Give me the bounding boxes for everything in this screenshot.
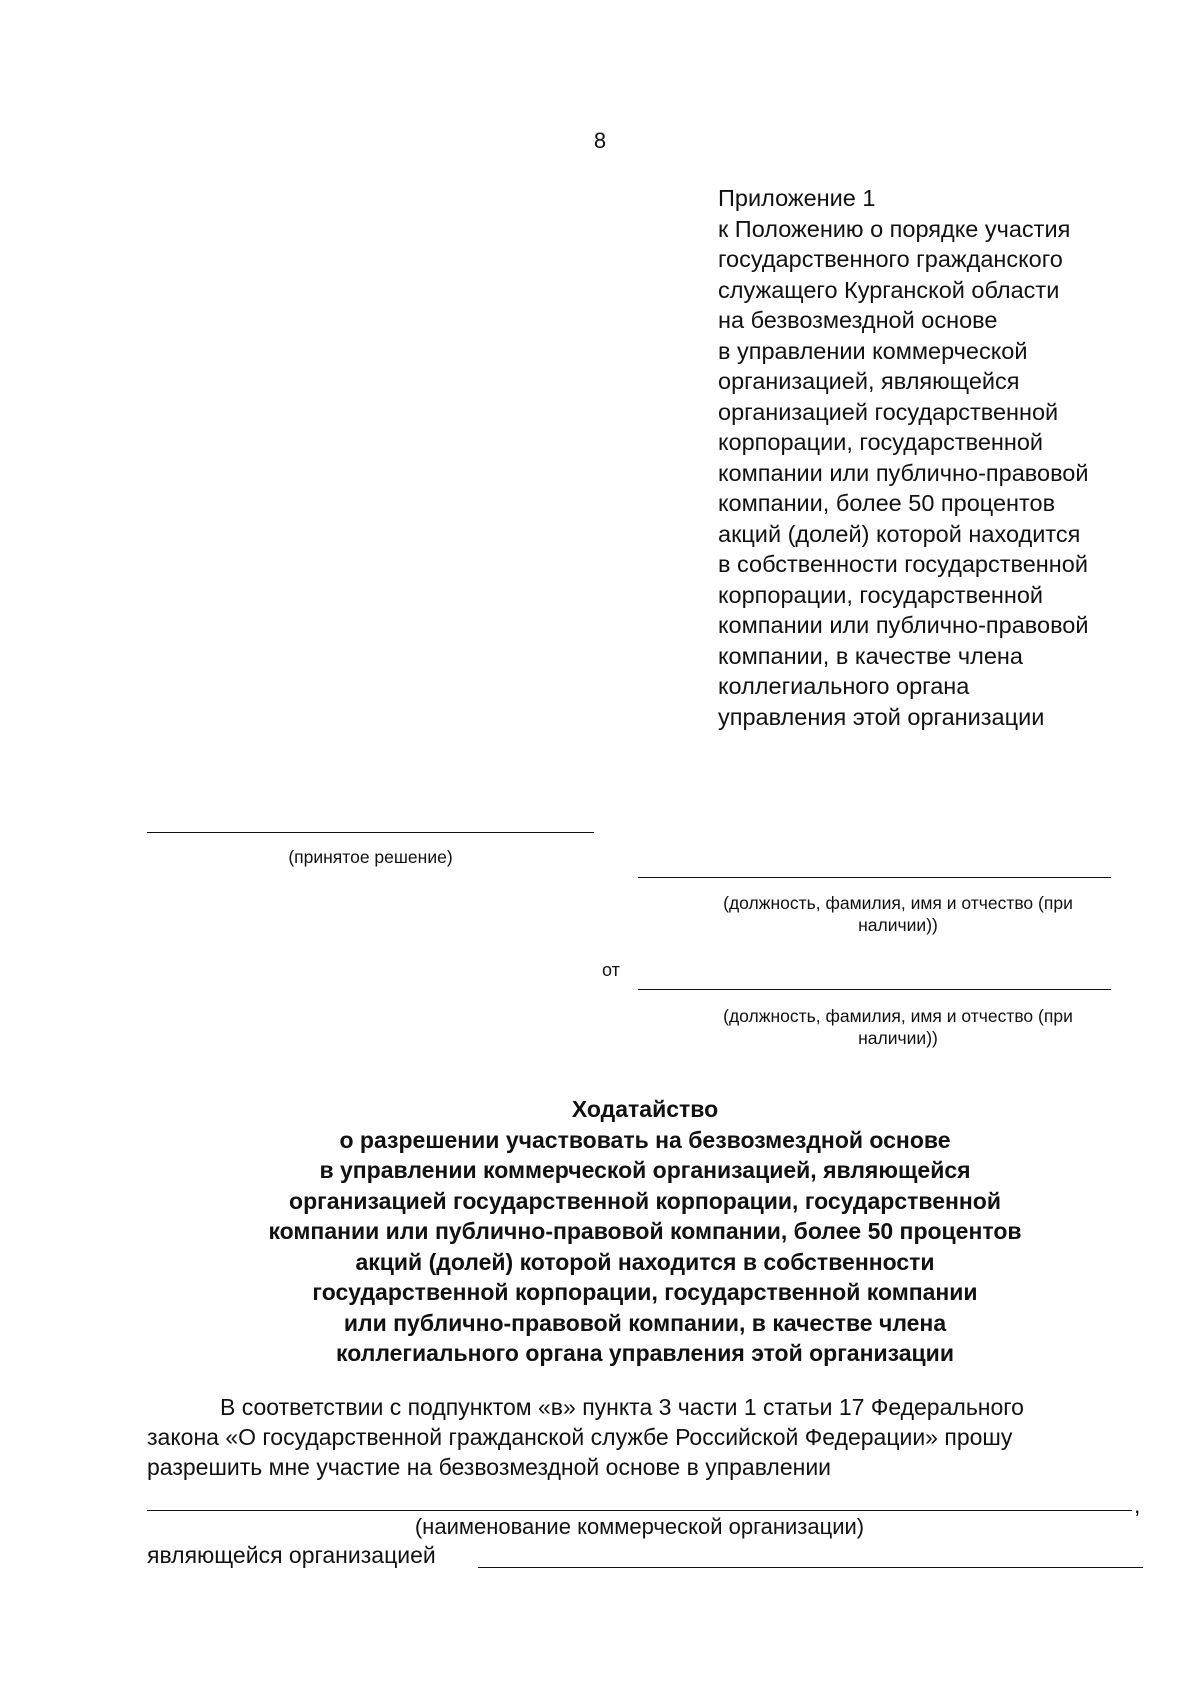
- appendix-line: в собственности государственной: [718, 551, 1088, 577]
- organization-type-field-line[interactable]: [478, 1567, 1143, 1568]
- sender-label: от: [602, 960, 620, 980]
- appendix-line: коллегиального органа: [718, 673, 970, 699]
- appendix-line: служащего Курганской области: [718, 276, 1060, 303]
- title-line: организацией государственной корпорации, государственной: [289, 1187, 1001, 1214]
- appendix-line: компании или публично-правовой: [718, 459, 1089, 486]
- organization-name-field-line[interactable]: [147, 1510, 1132, 1511]
- decision-caption: (принятое решение): [288, 847, 453, 867]
- appendix-line: государственного гражданского: [718, 246, 1063, 272]
- appendix-line: на безвозмездной основе: [718, 307, 998, 333]
- body-line: В соответствии с подпунктом «в» пункта 3 части 1 статьи 17 Федерального: [220, 1394, 1024, 1420]
- page-number: 8: [593, 128, 607, 153]
- sender-caption: [638, 1005, 1158, 1049]
- addressee-caption: [638, 892, 1158, 936]
- title-line: в управлении коммерческой организацией, являющейся: [319, 1157, 971, 1183]
- appendix-line: компании, в качестве члена: [718, 642, 1023, 669]
- appendix-block: [718, 183, 1178, 732]
- appendix-line: к Положению о порядке участия: [718, 215, 1071, 242]
- organization-name-comma: ,: [1134, 1492, 1141, 1518]
- appendix-line: акций (долей) которой находится: [718, 520, 1081, 547]
- appendix-line: корпорации, государственной: [718, 581, 1044, 608]
- title-line: Ходатайство: [571, 1096, 719, 1122]
- sender-caption-line: наличии)): [858, 1028, 938, 1048]
- addressee-caption-line: наличии)): [858, 915, 938, 935]
- addressee-caption-line: (должность, фамилия, имя и отчество (при: [723, 893, 1073, 913]
- body-line: разрешить мне участие на безвозмездной основе в управлении: [147, 1454, 832, 1480]
- appendix-line: компании, более 50 процентов: [718, 490, 1056, 516]
- appendix-line: в управлении коммерческой: [718, 337, 1028, 364]
- sender-field-line[interactable]: [638, 989, 1111, 990]
- appendix-line: управления этой организации: [718, 703, 1045, 730]
- title-line: государственной корпорации, государственной компании: [312, 1279, 978, 1305]
- appendix-line: организацией, являющейся: [718, 368, 1020, 394]
- appendix-line: Приложение 1: [718, 185, 876, 211]
- decision-field-line[interactable]: [147, 832, 594, 833]
- appendix-line: организацией государственной: [718, 398, 1059, 425]
- organization-name-caption: (наименование коммерческой организации): [414, 1514, 865, 1539]
- title-line: компании или публично-правовой компании, более 50 процентов: [268, 1218, 1022, 1244]
- addressee-field-line[interactable]: [638, 877, 1111, 878]
- title-line: или публично-правовой компании, в качестве члена: [343, 1309, 947, 1336]
- petition-title: [0, 1094, 1200, 1369]
- sender-caption-line: (должность, фамилия, имя и отчество (при: [723, 1006, 1073, 1026]
- appendix-line: корпорации, государственной: [718, 429, 1044, 455]
- body-line: закона «О государственной гражданской службе Российской Федерации» прошу: [147, 1424, 1013, 1450]
- title-line: коллегиального органа управления этой организации: [336, 1340, 954, 1366]
- title-line: акций (долей) которой находится в собственности: [355, 1248, 935, 1275]
- appendix-line: компании или публично-правовой: [718, 612, 1089, 638]
- title-line: о разрешении участвовать на безвозмездной основе: [339, 1126, 951, 1153]
- organization-type-label: являющейся организацией: [147, 1542, 436, 1568]
